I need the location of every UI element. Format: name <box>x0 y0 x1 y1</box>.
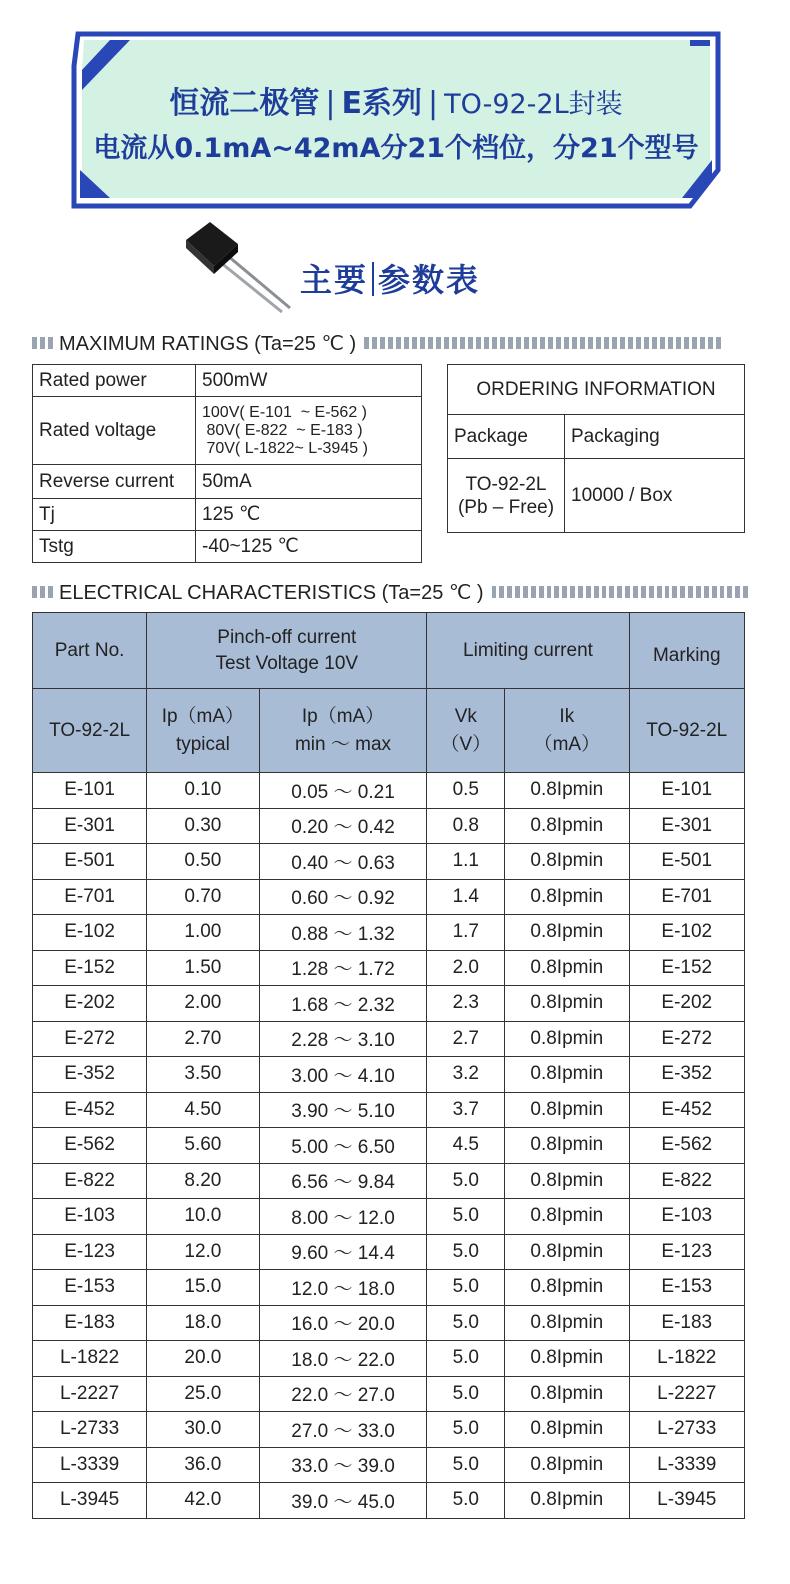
part-no-cell: L-2733 <box>33 1412 147 1448</box>
part-no-cell: E-452 <box>33 1092 147 1128</box>
part-no-cell: E-501 <box>33 844 147 880</box>
subheader-ip-range <box>259 689 427 773</box>
vk-cell: 1.7 <box>427 915 505 951</box>
electrical-heading <box>32 581 748 603</box>
ip-typical-cell: 1.50 <box>147 950 259 986</box>
ip-typical-cell: 18.0 <box>147 1305 259 1341</box>
ik-cell: 0.8Ipmin <box>505 1128 629 1164</box>
marking-cell: E-101 <box>629 773 744 809</box>
table-row <box>33 808 745 844</box>
table-row <box>33 397 422 465</box>
ip-typical-label: typical <box>175 733 230 755</box>
table-subheader-row <box>33 689 745 773</box>
marking-cell: E-701 <box>629 879 744 915</box>
rating-label: Rated voltage <box>33 397 196 465</box>
product-name: 恒流二极管 <box>169 86 320 121</box>
vk-cell: 5.0 <box>427 1199 505 1235</box>
part-no-cell: E-103 <box>33 1199 147 1235</box>
table-row <box>33 1057 745 1093</box>
table-row <box>33 1483 745 1519</box>
series-name: E系列 <box>341 86 422 121</box>
rating-label: Reverse current <box>33 465 196 499</box>
package-name: TO-92-2L封装 <box>444 89 623 120</box>
ip-range-cell: 0.88 ～ 1.32 <box>259 915 427 951</box>
rating-value: 100V( E-101 ~ E-562 ) 80V( E-822 ~ E-183 ) 70V( L-1822~ L-3945 ) <box>196 397 422 465</box>
ik-cell: 0.8Ipmin <box>505 1163 629 1199</box>
ip-typical-cell: 3.50 <box>147 1057 259 1093</box>
package-line1: TO-92-2L <box>465 473 547 495</box>
table-row <box>33 915 745 951</box>
vk-cell: 5.0 <box>427 1341 505 1377</box>
vk-cell: 5.0 <box>427 1412 505 1448</box>
marking-cell: E-452 <box>629 1092 744 1128</box>
pinch-line1: Pinch-off current <box>217 626 357 648</box>
ip-range-cell: 9.60 ～ 14.4 <box>259 1234 427 1270</box>
table-row <box>448 365 745 415</box>
table-row <box>33 1199 745 1235</box>
marking-cell: E-123 <box>629 1234 744 1270</box>
marking-cell: E-562 <box>629 1128 744 1164</box>
vk-cell: 5.0 <box>427 1270 505 1306</box>
section-title-part2: 参数表 <box>378 261 481 299</box>
part-no-cell: E-701 <box>33 879 147 915</box>
vk-cell: 1.1 <box>427 844 505 880</box>
ip-range-cell: 3.00 ～ 4.10 <box>259 1057 427 1093</box>
marking-cell: E-501 <box>629 844 744 880</box>
vk-cell: 5.0 <box>427 1483 505 1519</box>
ip-range-cell: 22.0 ～ 27.0 <box>259 1376 427 1412</box>
banner-title <box>92 78 700 122</box>
table-row <box>33 465 422 499</box>
table-row <box>33 1270 745 1306</box>
ik-cell: 0.8Ipmin <box>505 879 629 915</box>
marking-cell: E-822 <box>629 1163 744 1199</box>
header-limiting: Limiting current <box>427 613 629 689</box>
table-row <box>448 415 745 459</box>
ordering-heading: ORDERING INFORMATION <box>448 365 745 415</box>
ik-cell: 0.8Ipmin <box>505 1483 629 1519</box>
dash-decoration <box>492 586 748 598</box>
part-no-cell: E-562 <box>33 1128 147 1164</box>
max-ratings-table <box>32 364 422 563</box>
marking-cell: L-3945 <box>629 1483 744 1519</box>
max-ratings-heading <box>32 332 748 354</box>
table-row <box>33 365 422 397</box>
ik-cell: 0.8Ipmin <box>505 1447 629 1483</box>
part-no-cell: E-822 <box>33 1163 147 1199</box>
table-row <box>33 1341 745 1377</box>
ip-range-cell: 2.28 ～ 3.10 <box>259 1021 427 1057</box>
ip-range-cell: 18.0 ～ 22.0 <box>259 1341 427 1377</box>
ik-cell: 0.8Ipmin <box>505 808 629 844</box>
ik-cell: 0.8Ipmin <box>505 1305 629 1341</box>
table-row <box>33 1447 745 1483</box>
ip-typical-cell: 5.60 <box>147 1128 259 1164</box>
part-no-cell: E-272 <box>33 1021 147 1057</box>
ordering-info-table <box>447 364 745 533</box>
marking-cell: L-2227 <box>629 1376 744 1412</box>
ip-range-cell: 27.0 ～ 33.0 <box>259 1412 427 1448</box>
header-marking: Marking <box>629 613 744 689</box>
ordering-col-package: Package <box>448 415 565 459</box>
table-row <box>33 950 745 986</box>
part-no-cell: E-202 <box>33 986 147 1022</box>
marking-cell: E-153 <box>629 1270 744 1306</box>
dash-decoration <box>32 586 53 598</box>
ip-typical-cell: 0.50 <box>147 844 259 880</box>
header-pinch-off <box>147 613 427 689</box>
part-no-cell: E-152 <box>33 950 147 986</box>
ik-cell: 0.8Ipmin <box>505 1341 629 1377</box>
part-no-cell: L-3339 <box>33 1447 147 1483</box>
ik-cell: 0.8Ipmin <box>505 986 629 1022</box>
vk-cell: 5.0 <box>427 1305 505 1341</box>
ip-range-cell: 0.20 ～ 0.42 <box>259 808 427 844</box>
ik-cell: 0.8Ipmin <box>505 844 629 880</box>
table-row <box>33 1128 745 1164</box>
ip-typical-cell: 0.70 <box>147 879 259 915</box>
rating-value: -40~125 ℃ <box>196 531 422 563</box>
ip-range-cell: 3.90 ～ 5.10 <box>259 1092 427 1128</box>
marking-cell: E-352 <box>629 1057 744 1093</box>
vk-cell: 5.0 <box>427 1163 505 1199</box>
table-row <box>33 1376 745 1412</box>
ik-cell: 0.8Ipmin <box>505 1376 629 1412</box>
part-no-cell: E-123 <box>33 1234 147 1270</box>
marking-cell: E-152 <box>629 950 744 986</box>
ik-cell: 0.8Ipmin <box>505 1234 629 1270</box>
table-row <box>33 879 745 915</box>
part-no-cell: L-3945 <box>33 1483 147 1519</box>
vk-cell: 4.5 <box>427 1128 505 1164</box>
electrical-title: ELECTRICAL CHARACTERISTICS (Ta=25 ℃ ) <box>59 581 484 604</box>
ik-label: Ik <box>559 705 575 727</box>
part-no-cell: E-352 <box>33 1057 147 1093</box>
dash-decoration <box>32 337 53 349</box>
title-separator: | <box>427 86 439 121</box>
ip-typical-cell: 30.0 <box>147 1412 259 1448</box>
ip-range-cell: 33.0 ～ 39.0 <box>259 1447 427 1483</box>
ik-cell: 0.8Ipmin <box>505 1021 629 1057</box>
ip-range-cell: 8.00 ～ 12.0 <box>259 1199 427 1235</box>
table-row <box>33 531 422 563</box>
table-header-row <box>33 613 745 689</box>
ordering-package-value <box>448 459 565 533</box>
section-title-part1: 主要 <box>300 261 369 299</box>
marking-cell: L-3339 <box>629 1447 744 1483</box>
table-row <box>33 1021 745 1057</box>
header-part-no: Part No. <box>33 613 147 689</box>
ip-typical-cell: 0.10 <box>147 773 259 809</box>
table-row <box>448 459 745 533</box>
part-no-cell: E-183 <box>33 1305 147 1341</box>
title-divider <box>372 262 374 296</box>
subheader-package: TO-92-2L <box>33 689 147 773</box>
electrical-table <box>32 612 745 1519</box>
vk-cell: 5.0 <box>427 1376 505 1412</box>
ip-range-cell: 6.56 ～ 9.84 <box>259 1163 427 1199</box>
ip-typical-cell: 10.0 <box>147 1199 259 1235</box>
ip-typical-cell: 20.0 <box>147 1341 259 1377</box>
ip-range-cell: 0.05 ～ 0.21 <box>259 773 427 809</box>
vk-cell: 0.5 <box>427 773 505 809</box>
ik-cell: 0.8Ipmin <box>505 1092 629 1128</box>
part-no-cell: L-2227 <box>33 1376 147 1412</box>
ik-cell: 0.8Ipmin <box>505 1412 629 1448</box>
ik-cell: 0.8Ipmin <box>505 950 629 986</box>
ip-label: Ip（mA） <box>301 705 385 727</box>
part-no-cell: E-301 <box>33 808 147 844</box>
ip-range-label: min ～ max <box>294 733 392 755</box>
marking-cell: E-301 <box>629 808 744 844</box>
max-ratings-title: MAXIMUM RATINGS (Ta=25 ℃ ) <box>59 332 357 355</box>
ordering-col-packaging: Packaging <box>565 415 745 459</box>
electrical-table-body <box>33 773 745 1519</box>
subheader-ik <box>505 689 629 773</box>
dash-decoration <box>364 337 748 349</box>
ip-typical-cell: 8.20 <box>147 1163 259 1199</box>
ip-range-cell: 12.0 ～ 18.0 <box>259 1270 427 1306</box>
banner-subtitle: 电流从0.1mA~42mA分21个档位，分21个型号 <box>93 133 699 164</box>
package-line2: (Pb – Free) <box>457 496 555 518</box>
subheader-ip-typical <box>147 689 259 773</box>
part-no-cell: E-153 <box>33 1270 147 1306</box>
marking-cell: E-272 <box>629 1021 744 1057</box>
part-no-cell: E-102 <box>33 915 147 951</box>
title-banner <box>70 30 722 210</box>
rating-label: Tj <box>33 499 196 531</box>
part-no-cell: E-101 <box>33 773 147 809</box>
marking-cell: E-183 <box>629 1305 744 1341</box>
vk-cell: 1.4 <box>427 879 505 915</box>
vk-cell: 3.7 <box>427 1092 505 1128</box>
table-row <box>33 986 745 1022</box>
ordering-packaging-value: 10000 / Box <box>565 459 745 533</box>
marking-cell: E-102 <box>629 915 744 951</box>
ik-cell: 0.8Ipmin <box>505 1057 629 1093</box>
rating-label: Tstg <box>33 531 196 563</box>
marking-cell: L-1822 <box>629 1341 744 1377</box>
ip-typical-cell: 15.0 <box>147 1270 259 1306</box>
table-row <box>33 844 745 880</box>
title-separator: | <box>325 86 336 121</box>
ip-range-cell: 39.0 ～ 45.0 <box>259 1483 427 1519</box>
ip-typical-cell: 4.50 <box>147 1092 259 1128</box>
table-row <box>33 1412 745 1448</box>
subheader-marking: TO-92-2L <box>629 689 744 773</box>
vk-cell: 2.7 <box>427 1021 505 1057</box>
ip-typical-cell: 2.00 <box>147 986 259 1022</box>
rating-value: 500mW <box>196 365 422 397</box>
table-row <box>33 1092 745 1128</box>
ip-typical-cell: 25.0 <box>147 1376 259 1412</box>
vk-cell: 3.2 <box>427 1057 505 1093</box>
marking-cell: E-202 <box>629 986 744 1022</box>
ip-typical-cell: 36.0 <box>147 1447 259 1483</box>
vk-label: Vk <box>454 705 477 727</box>
vk-cell: 5.0 <box>427 1234 505 1270</box>
pinch-line2: Test Voltage 10V <box>215 652 359 674</box>
rating-value: 50mA <box>196 465 422 499</box>
rating-value: 125 ℃ <box>196 499 422 531</box>
section-title <box>300 255 480 301</box>
table-row <box>33 499 422 531</box>
marking-cell: E-103 <box>629 1199 744 1235</box>
ik-cell: 0.8Ipmin <box>505 915 629 951</box>
ip-label: Ip（mA） <box>161 705 245 727</box>
ip-typical-cell: 0.30 <box>147 808 259 844</box>
part-no-cell: L-1822 <box>33 1341 147 1377</box>
table-row <box>33 1163 745 1199</box>
ik-cell: 0.8Ipmin <box>505 1199 629 1235</box>
ik-unit: （mA） <box>533 733 601 755</box>
ik-cell: 0.8Ipmin <box>505 773 629 809</box>
ip-range-cell: 16.0 ～ 20.0 <box>259 1305 427 1341</box>
ip-typical-cell: 2.70 <box>147 1021 259 1057</box>
ip-typical-cell: 12.0 <box>147 1234 259 1270</box>
table-row <box>33 773 745 809</box>
to92-component-icon <box>180 218 300 313</box>
vk-cell: 0.8 <box>427 808 505 844</box>
vk-cell: 5.0 <box>427 1447 505 1483</box>
ip-range-cell: 1.68 ～ 2.32 <box>259 986 427 1022</box>
ip-range-cell: 0.40 ～ 0.63 <box>259 844 427 880</box>
ip-typical-cell: 42.0 <box>147 1483 259 1519</box>
table-row <box>33 1234 745 1270</box>
table-row <box>33 1305 745 1341</box>
vk-unit: （V） <box>440 733 492 755</box>
ik-cell: 0.8Ipmin <box>505 1270 629 1306</box>
ip-range-cell: 5.00 ～ 6.50 <box>259 1128 427 1164</box>
vk-cell: 2.3 <box>427 986 505 1022</box>
marking-cell: L-2733 <box>629 1412 744 1448</box>
subheader-vk <box>427 689 505 773</box>
ip-range-cell: 1.28 ～ 1.72 <box>259 950 427 986</box>
ip-range-cell: 0.60 ～ 0.92 <box>259 879 427 915</box>
rating-label: Rated power <box>33 365 196 397</box>
vk-cell: 2.0 <box>427 950 505 986</box>
ip-typical-cell: 1.00 <box>147 915 259 951</box>
